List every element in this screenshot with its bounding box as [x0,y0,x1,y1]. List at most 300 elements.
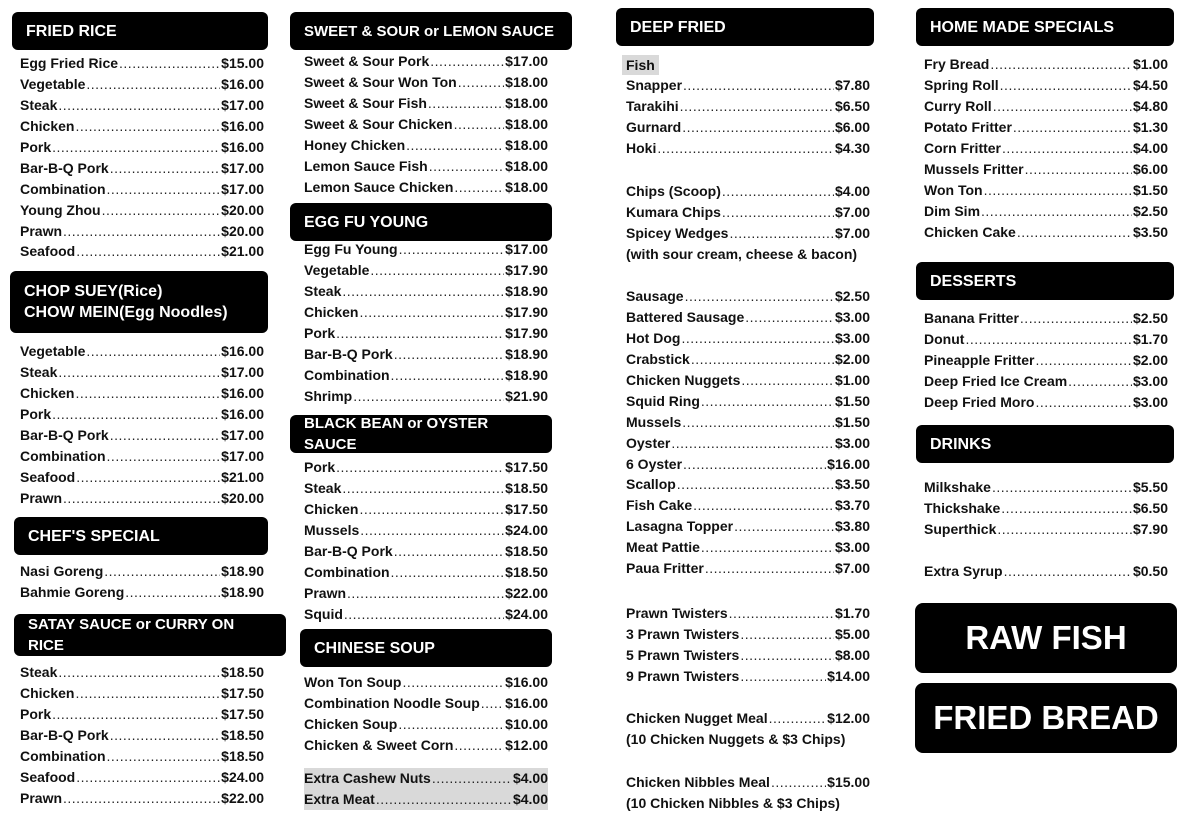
menu-item [924,498,1168,519]
section-title: HOME MADE SPECIALS [930,18,1115,36]
item-price: $20.00 [221,222,264,239]
item-name: Prawn [20,789,63,806]
item-price: $17.00 [505,241,548,258]
item-name: Corn Fritter [924,140,1001,156]
item-price: $17.90 [505,304,548,321]
menu-item [304,520,548,541]
item-price: $16.00 [221,406,264,423]
egg-fu-young-list [304,239,548,406]
item-name: Sweet & Sour Pork [304,53,430,70]
item-name: Battered Sausage [626,309,745,326]
menu-item [20,53,264,74]
menu-item [20,683,264,704]
leader-dots [342,480,504,496]
item-price: $7.00 [834,204,870,221]
item-name: Combination [20,447,106,464]
leader-dots [682,119,834,135]
leader-dots [63,790,220,806]
leader-dots [58,364,220,380]
leader-dots [458,74,504,90]
leader-dots [107,181,221,197]
item-name: Steak [20,364,58,381]
item-name: 5 Prawn Twisters [626,647,740,664]
item-name: Banana Fritter [924,310,1019,327]
sweet-sour-list [304,51,548,197]
menu-item [20,241,264,262]
item-price: $24.00 [221,768,264,785]
item-price: $6.50 [1132,500,1168,517]
section-header-drinks [916,425,1174,463]
section-title: SATAY SAUCE or CURRY ON RICE [28,616,235,654]
leader-dots [1068,373,1132,389]
item-name: Prawn [20,222,63,239]
leader-dots [430,53,504,69]
item-price: $16.00 [221,76,264,93]
menu-item [626,223,870,244]
menu-item [304,72,548,93]
section-title: DESSERTS [930,272,1017,290]
item-price: $17.00 [221,180,264,197]
leader-dots [110,160,220,176]
item-name: Shrimp [304,387,353,404]
item-price: $1.00 [834,372,870,388]
item-name: Steak [304,480,342,497]
item-name: Bar-B-Q Pork [20,159,109,176]
leader-dots [1035,394,1131,410]
item-name: Bar-B-Q Pork [304,345,393,362]
leader-dots [376,791,512,807]
item-name: Steak [304,283,342,300]
item-price: $14.00 [827,668,870,685]
section-title: CHINESE SOUP [314,639,435,657]
item-price: $7.80 [834,77,870,94]
item-name: Vegetable [304,262,370,279]
section-title-line2: CHOW MEIN(Egg Noodles) [24,304,228,321]
menu-item [20,766,264,787]
leader-dots [391,564,505,580]
leader-dots [394,543,504,559]
menu-item [626,537,870,558]
leader-dots [680,98,834,114]
leader-dots [75,685,220,701]
item-name: Chicken Nuggets [626,372,741,388]
leader-dots [432,770,512,786]
menu-item [304,603,548,624]
item-price: $2.50 [1132,310,1168,327]
section-title: SWEET & SOUR or LEMON SAUCE [304,22,555,40]
item-name: Squid [304,605,343,622]
leader-dots [745,309,834,325]
leader-dots [344,606,504,622]
leader-dots [990,56,1132,72]
menu-item [20,404,264,425]
leader-dots [722,183,834,199]
leader-dots [769,710,827,726]
menu-item [20,725,264,746]
item-name: Snapper [626,77,683,94]
leader-dots [402,674,504,690]
item-name: Nasi Goreng [20,563,104,580]
section-header-black-bean [290,415,552,453]
item-price: $3.00 [1132,394,1168,410]
menu-item [924,138,1168,159]
item-name: Spicey Wedges [626,225,729,242]
item-price: $16.00 [221,118,264,135]
menu-item [304,789,548,810]
item-name: Bar-B-Q Pork [304,543,393,559]
menu-item [304,260,548,281]
item-price: $17.50 [505,459,548,476]
item-name: Extra Cashew Nuts [304,770,431,787]
item-name: Won Ton Soup [304,674,402,691]
menu-item [304,176,548,197]
item-price: $18.00 [505,137,548,153]
deep-fried-others-list [626,286,870,578]
menu-item [20,582,264,603]
home-made-list [924,54,1168,242]
item-price: $16.00 [221,343,264,360]
item-name: Seafood [20,468,76,485]
item-name: Hot Dog [626,330,681,347]
leader-dots [52,406,220,422]
fried-bread-banner [915,683,1177,753]
menu-item [304,768,548,789]
item-price: $2.00 [1132,352,1168,369]
item-price: $1.00 [1132,56,1168,73]
item-price: $15.00 [221,55,264,72]
leader-dots [119,55,220,71]
item-name: Pork [304,325,336,341]
menu-item [304,499,548,520]
menu-item [20,341,264,362]
black-bean-list [304,457,548,624]
item-price: $4.00 [834,183,870,200]
leader-dots [76,769,220,785]
item-price: $21.00 [221,243,264,260]
item-price: $15.00 [827,774,870,791]
item-price: $3.00 [834,434,870,451]
menu-item [20,487,264,508]
item-name: Scallop [626,476,676,493]
menu-item [304,582,548,603]
menu-item [924,117,1168,138]
item-name: Chicken [304,501,359,518]
leader-dots [1000,77,1132,93]
item-price: $3.80 [834,518,870,535]
item-name: Meat Pattie [626,539,700,556]
leader-dots [691,351,834,367]
leader-dots [336,325,504,341]
item-price: $2.50 [1132,202,1168,219]
menu-item [304,343,548,364]
fried-rice-list [20,53,264,262]
wedges-note-text: (with sour cream, cheese & bacon) [626,246,858,263]
menu-item [626,516,870,537]
item-name: Chicken & Sweet Corn [304,737,454,754]
section-header-satay [14,614,286,656]
menu-item [626,645,870,666]
item-price: $4.00 [1132,140,1168,156]
item-price: $4.00 [512,770,548,787]
item-price: $16.00 [221,385,264,402]
item-name: Combination [304,563,390,580]
item-name: 3 Prawn Twisters [626,626,740,643]
item-name: Egg Fried Rice [20,55,119,72]
chinese-soup-list [304,672,548,756]
menu-item [924,350,1168,371]
menu-item [626,307,870,328]
item-name: Kumara Chips [626,204,721,221]
leader-dots [428,95,504,111]
item-price: $17.90 [505,325,548,341]
menu-item [924,392,1168,413]
menu-item [20,746,264,767]
menu-item [626,96,870,117]
leader-dots [76,469,220,485]
menu-item [924,477,1168,498]
item-name: Egg Fu Young [304,241,398,258]
item-name: Lasagna Topper [626,518,734,535]
leader-dots [1025,161,1132,177]
menu-item [304,714,548,735]
item-price: $3.00 [834,539,870,556]
item-name: Vegetable [20,343,86,360]
item-name: Steak [20,97,58,114]
leader-dots [454,179,504,195]
item-name: Extra Meat [304,791,375,808]
leader-dots [102,202,221,218]
section-title: FRIED RICE [26,22,117,40]
leader-dots [965,331,1132,347]
menu-item [304,672,548,693]
chop-suey-list [20,341,264,508]
menu-item [924,561,1168,582]
item-price: $3.70 [834,497,870,514]
menu-item [626,181,870,202]
menu-item [20,445,264,466]
leader-dots [58,97,220,113]
item-price: $12.00 [505,737,548,754]
leader-dots [677,476,834,492]
menu-item [304,239,548,260]
menu-item [304,735,548,756]
item-price: $3.50 [1132,223,1168,240]
leader-dots [342,283,504,299]
menu-item [304,302,548,323]
item-name: Pineapple Fritter [924,352,1035,369]
leader-dots [683,77,834,93]
menu-item [20,561,264,582]
leader-dots [104,563,220,579]
leader-dots [740,668,826,684]
menu-item [924,329,1168,350]
item-price: $8.00 [834,647,870,664]
menu-item [924,158,1168,179]
leader-dots [682,414,834,430]
menu-item [304,323,548,344]
leader-dots [76,243,220,259]
item-price: $1.50 [1132,181,1168,198]
item-name: Chicken Nibbles Meal [626,774,770,791]
item-name: Tarakihi [626,98,679,115]
item-name: Lemon Sauce Chicken [304,178,454,195]
item-price: $4.50 [1132,77,1168,94]
item-name: Combination Noodle Soup [304,695,480,712]
leader-dots [399,241,505,257]
item-name: Bahmie Goreng [20,584,125,601]
item-name: Fish Cake [626,497,693,514]
raw-fish-text: RAW FISH [965,619,1127,656]
item-price: $7.00 [834,560,870,577]
item-name: Seafood [20,768,76,785]
section-header-desserts [916,262,1174,300]
leader-dots [701,393,834,409]
item-name: Pork [20,706,52,723]
item-price: $1.50 [834,413,870,430]
leader-dots [729,225,834,241]
item-price: $20.00 [221,201,264,218]
item-name: Chicken Cake [924,223,1016,240]
item-price: $7.00 [834,225,870,242]
item-price: $6.50 [834,98,870,115]
menu-item [20,157,264,178]
leader-dots [394,346,504,362]
item-name: Thickshake [924,500,1001,517]
menu-item [20,95,264,116]
menu-item [20,199,264,220]
menu-item [20,662,264,683]
leader-dots [1020,310,1132,326]
menu-item [626,624,870,645]
item-name: Hoki [626,140,657,157]
leader-dots [336,459,504,475]
item-name: Honey Chicken [304,137,406,153]
section-header-chop-suey [10,271,268,333]
section-header-chefs-special [14,517,268,555]
leader-dots [360,522,504,538]
menu-item [304,478,548,499]
leader-dots [359,501,504,517]
leader-dots [429,158,504,174]
deep-fried-fish-list [626,75,870,159]
item-price: $17.50 [221,706,264,723]
leader-dots [693,497,834,513]
leader-dots [63,490,220,506]
leader-dots [75,385,220,401]
leader-dots [107,748,221,764]
item-name: Sweet & Sour Fish [304,95,427,112]
item-price: $18.90 [221,584,264,601]
leader-dots [398,716,504,732]
item-name: Sweet & Sour Won Ton [304,74,457,91]
item-price: $4.80 [1132,98,1168,115]
menu-item [626,453,870,474]
leader-dots [740,647,834,663]
menu-item [924,179,1168,200]
item-name: Crabstick [626,351,690,368]
menu-item [626,603,870,624]
leader-dots [86,343,220,359]
leader-dots [683,456,826,472]
leader-dots [347,585,504,601]
drinks-list [924,477,1168,540]
menu-item [304,51,548,72]
item-price: $18.00 [505,116,548,133]
item-name: Extra Syrup [924,563,1003,580]
item-price: $20.00 [221,489,264,506]
menu-item [304,281,548,302]
item-price: $3.50 [834,476,870,493]
item-price: $17.50 [505,501,548,518]
menu-item [924,200,1168,221]
item-price: $1.50 [834,392,870,409]
item-price: $17.00 [221,97,264,114]
leader-dots [406,137,504,153]
section-title: DEEP FRIED [630,18,726,36]
item-name: Steak [20,664,58,681]
leader-dots [705,560,834,576]
item-name: Pork [304,459,336,476]
item-price: $18.90 [505,345,548,362]
leader-dots [1001,500,1132,516]
leader-dots [722,204,834,220]
menu-item [304,457,548,478]
menu-item [20,220,264,241]
item-name: Won Ton [924,181,983,198]
item-name: 6 Oyster [626,455,683,472]
item-price: $5.50 [1132,479,1168,496]
item-name: Oyster [626,434,671,451]
menu-item [626,772,870,793]
leader-dots [52,706,220,722]
item-price: $24.00 [505,605,548,622]
item-price: $17.00 [505,53,548,70]
fish-label-text: Fish [622,55,659,75]
menu-item [924,308,1168,329]
leader-dots [701,539,834,555]
item-name: 9 Prawn Twisters [626,668,740,685]
item-price: $1.30 [1132,119,1168,136]
item-price: $18.50 [505,563,548,580]
menu-item [20,116,264,137]
menu-item [626,138,870,159]
raw-fish-banner [915,603,1177,673]
item-price: $17.00 [221,447,264,464]
item-name: Squid Ring [626,392,700,409]
item-name: Pork [20,139,52,155]
menu-item [304,385,548,406]
item-name: Prawn Twisters [626,605,728,622]
menu-item [20,362,264,383]
menu-item [304,364,548,385]
item-name: Combination [20,748,106,764]
item-price: $6.00 [834,119,870,136]
item-price: $18.50 [221,664,264,681]
item-name: Lemon Sauce Fish [304,157,428,174]
item-name: Chicken [20,118,75,135]
item-price: $3.00 [834,309,870,326]
menu-item [20,137,264,158]
item-name: Young Zhou [20,201,101,218]
item-name: Bar-B-Q Pork [20,427,109,443]
leader-dots [992,479,1132,495]
menu-item [626,474,870,495]
item-name: Gurnard [626,119,682,136]
menu-item [626,432,870,453]
item-price: $22.00 [221,789,264,806]
leader-dots [984,182,1132,198]
section-title: CHEF'S SPECIAL [28,527,160,545]
